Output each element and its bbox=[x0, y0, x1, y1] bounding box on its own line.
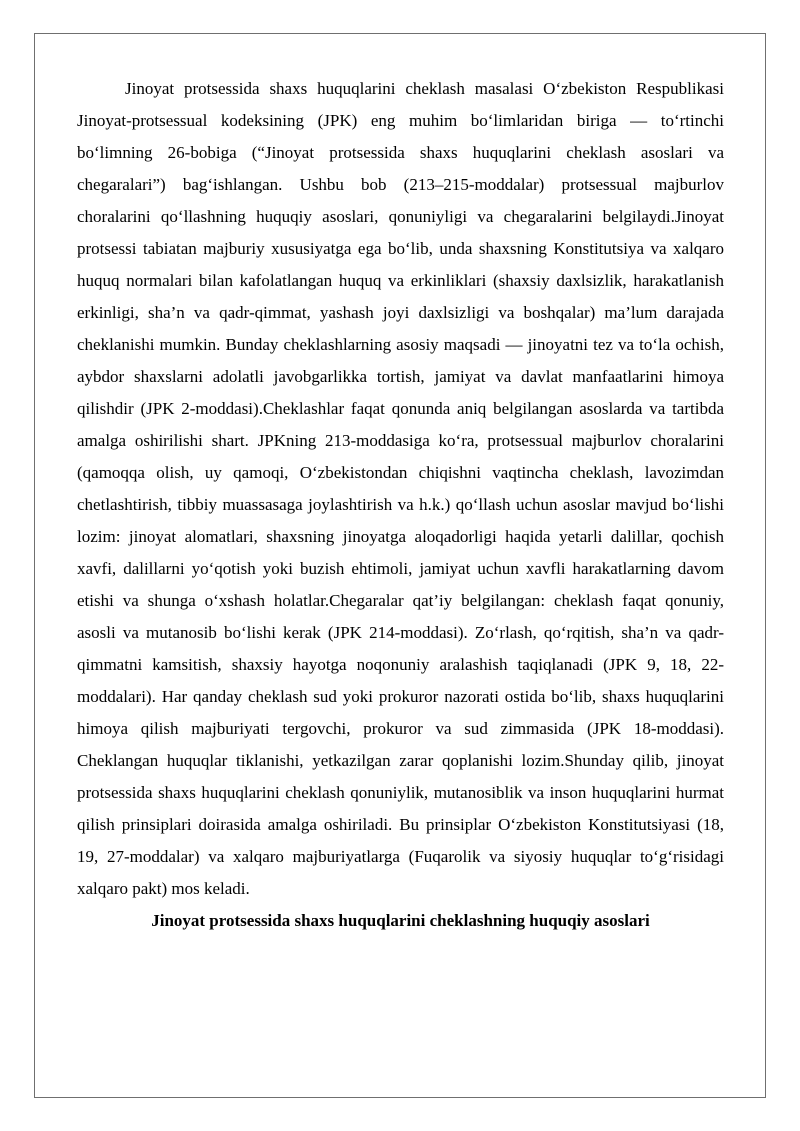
body-paragraph: Jinoyat protsessida shaxs huquqlarini cheklash masalasi O‘zbekiston Respublikasi Jinoyat-protsessual kodeksining (JPK) eng muhim bo‘limlaridan biriga — to‘rtinchi bo‘limning 26-bobiga (“Jinoyat protsessida shaxs huquqlarini cheklash asoslari va chegaralari”) bag‘ishlangan. Ushbu bob (213–215-moddalar) protsessual majburlov choralarini qo‘llashning huquqiy asoslari, qonuniyligi va chegaralarini belgilaydi.Jinoyat protsessi tabiatan majburiy xususiyatga ega bo‘lib, unda shaxsning Konstitutsiya va xalqaro huquq normalari bilan kafolatlangan huquq va erkinliklari (shaxsiy daxlsizlik, harakatlanish erkinligi, sha’n va qadr-qimmat, yashash joyi daxlsizligi va boshqalar) ma’lum darajada cheklanishi mumkin. Bunday cheklashlarning asosiy maqsadi — jinoyatni tez va to‘la ochish, aybdor shaxslarni adolatli javobgarlikka tortish, jamiyat va davlat manfaatlarini himoya qilishdir (JPK 2-moddasi).Cheklashlar faqat qonunda aniq belgilangan asoslarda va tartibda amalga oshirilishi shart. JPKning 213-moddasiga ko‘ra, protsessual majburlov choralarini (qamoqqa olish, uy qamoqi, O‘zbekistondan chiqishni vaqtincha cheklash, lavozimdan chetlashtirish, tibbiy muassasaga joylashtirish va h.k.) qo‘llash uchun asoslar mavjud bo‘lishi lozim: jinoyat alomatlari, shaxsning jinoyatga aloqadorligi haqida yetarli dalillar, qochish xavfi, dalillarni yo‘qotish yoki buzish ehtimoli, jamiyat uchun xavfli harakatlarning davom etishi va shunga o‘xshash holatlar.Chegaralar qat’iy belgilangan: cheklash faqat qonuniy, asosli va mutanosib bo‘lishi kerak (JPK 214-moddasi). Zo‘rlash, qo‘rqitish, sha’n va qadr-qimmatni kamsitish, shaxsiy hayotga noqonuniy aralashish taqiqlanadi (JPK 9, 18, 22-moddalari). Har qanday cheklash sud yoki prokuror nazorati ostida bo‘lib, shaxs huquqlarini himoya qilish majburiyati tergovchi, prokuror va sud zimmasida (JPK 18-moddasi). Cheklangan huquqlar tiklanishi, yetkazilgan zarar qoplanishi lozim.Shunday qilib, jinoyat protsessida shaxs huquqlarini cheklash qonuniylik, mutanosiblik va inson huquqlarini hurmat qilish prinsiplari doirasida amalga oshiriladi. Bu prinsiplar O‘zbekiston Konstitutsiyasi (18, 19, 27-moddalar) va xalqaro majburiyatlarga (Fuqarolik va siyosiy huquqlar to‘g‘risidagi xalqaro pakt) mos keladi. bbox=[77, 79, 724, 898]
document-body bbox=[77, 73, 724, 937]
section-heading: Jinoyat protsessida shaxs huquqlarini cheklashning huquqiy asoslari bbox=[151, 911, 650, 930]
